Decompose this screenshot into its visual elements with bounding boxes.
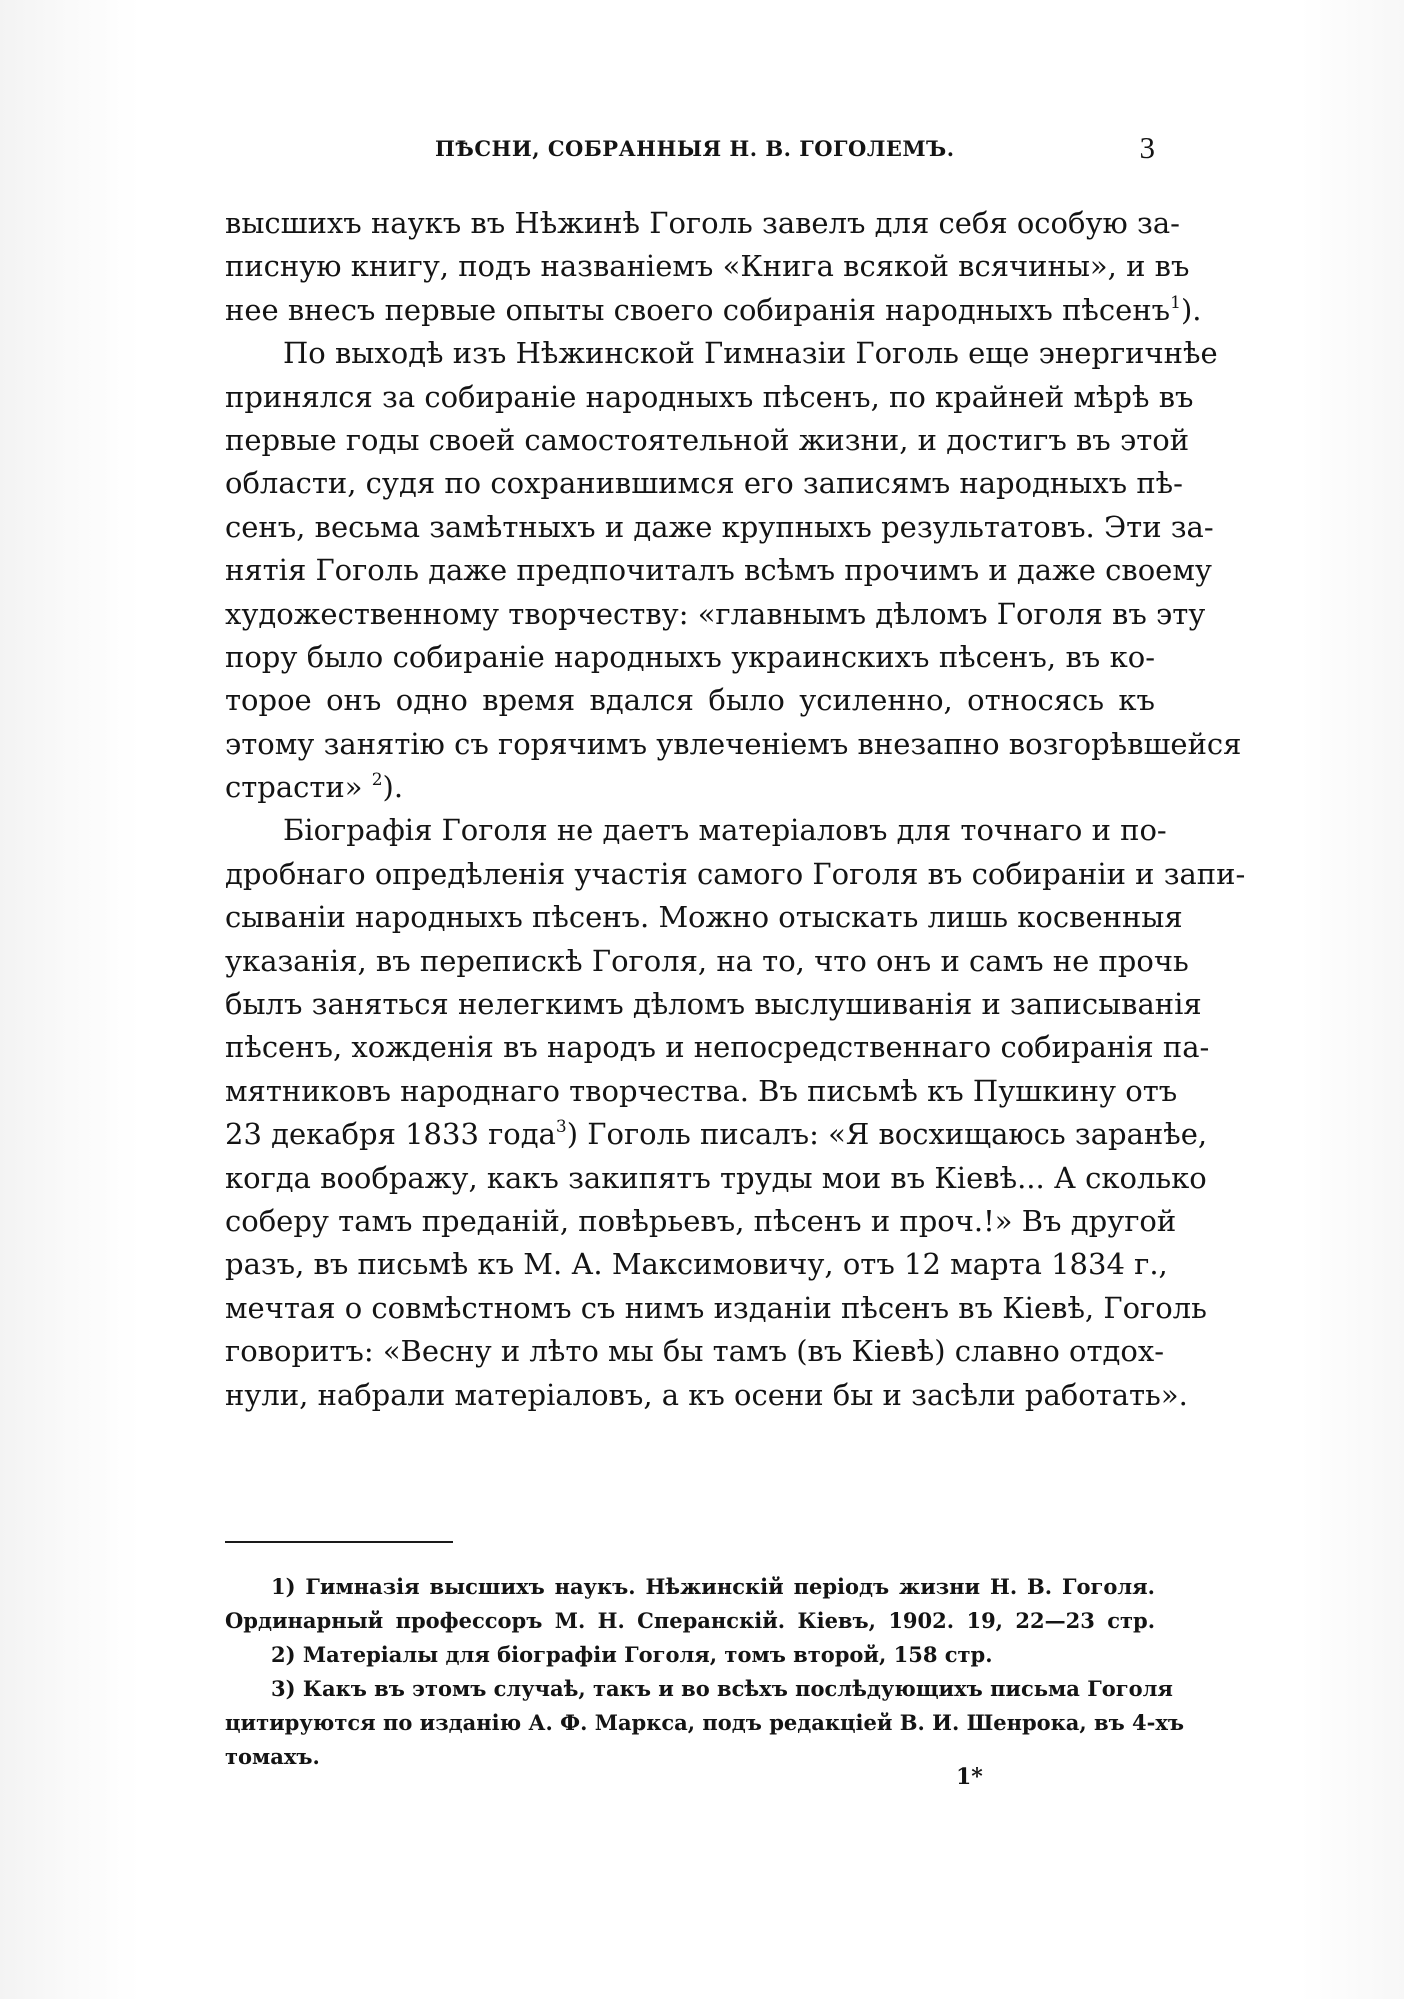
text-line: мятниковъ народнаго творчества. Въ письмѣ къ Пушкину отъ	[225, 1073, 1178, 1108]
footnote-line: 2) Матеріалы для біографіи Гоголя, томъ второй, 158 стр.	[271, 1642, 993, 1667]
text-line: нятія Гоголь даже предпочиталъ всѣмъ прочимъ и даже своему	[225, 553, 1212, 588]
text-line: писную книгу, подъ названіемъ «Книга всякой всячины», и въ	[225, 249, 1190, 284]
footnote-ref: 1	[1170, 292, 1181, 313]
text-line: указанія, въ перепискѣ Гоголя, на то, что онъ и самъ не прочь	[225, 943, 1189, 978]
text-line: художественному творчеству: «главнымъ дѣломъ Гоголя въ эту	[225, 596, 1206, 631]
main-text	[225, 202, 1246, 1417]
footnote-line: Ординарный профессоръ М. Н. Сперанскій. Кіевъ, 1902. 19, 22—23 стр.	[225, 1608, 1155, 1633]
text-line: этому занятію съ горячимъ увлеченіемъ внезапно возгорѣвшейся	[225, 726, 1242, 761]
text-line: пору было собираніе народныхъ украинскихъ пѣсенъ, въ ко-	[225, 639, 1155, 674]
text-line: торое онъ одно время вдался было усиленно, относясь къ	[225, 683, 1155, 718]
text-line: былъ заняться нелегкимъ дѣломъ выслушиванія и записыванія	[225, 987, 1202, 1022]
text-line: нее внесъ первые опыты своего собиранія народныхъ пѣсенъ$^1$).	[225, 292, 1202, 327]
footnote-line: томахъ.	[225, 1744, 320, 1769]
running-head	[225, 130, 1155, 170]
text-line: соберу тамъ преданій, повѣрьевъ, пѣсенъ и проч.!» Въ другой	[225, 1203, 1177, 1238]
footnote-line: 1) Гимназія высшихъ наукъ. Нѣжинскій періодъ жизни Н. В. Гоголя.	[271, 1574, 1155, 1599]
signature-mark: 1*	[956, 1764, 983, 1790]
running-title: ПѢСНИ, СОБРАННЫЯ Н. В. ГОГОЛЕМЪ.	[435, 136, 955, 161]
text-line: По выходѣ изъ Нѣжинской Гимназіи Гоголь еще энергичнѣе	[283, 336, 1218, 371]
footnote-ref: 3	[555, 1117, 567, 1138]
text-line: мечтая о совмѣстномъ съ нимъ изданіи пѣсенъ въ Кіевѣ, Гоголь	[225, 1290, 1207, 1325]
text-line: 23 декабря 1833 года$^3$) Гоголь писалъ: «Я восхищаюсь заранѣе,	[225, 1117, 1208, 1152]
text-line: дробнаго опредѣленія участія самого Гоголя въ собираніи и запи-	[225, 856, 1246, 891]
footnote-rule	[225, 1541, 453, 1543]
footnote-ref: 2	[371, 770, 383, 791]
text-line: пѣсенъ, хожденія въ народъ и непосредственнаго собиранія па-	[225, 1030, 1210, 1065]
text-line: высшихъ наукъ въ Нѣжинѣ Гоголь завелъ для себя особую за-	[225, 206, 1180, 240]
text-line: сенъ, весьма замѣтныхъ и даже крупныхъ результатовъ. Эти за-	[225, 509, 1214, 544]
footnote-line: 3) Какъ въ этомъ случаѣ, такъ и во всѣхъ послѣдующихъ письма Гоголя	[271, 1676, 1173, 1701]
text-line: Біографія Гоголя не даетъ матеріаловъ для точнаго и по-	[283, 813, 1167, 848]
text-line: первые годы своей самостоятельной жизни, и достигъ въ этой	[225, 422, 1190, 457]
text-line: говоритъ: «Весну и лѣто мы бы тамъ (въ Кіевѣ) славно отдох-	[225, 1334, 1165, 1369]
text-line: нули, набрали матеріаловъ, а къ осени бы и засѣли работать».	[225, 1377, 1188, 1412]
text-line: когда воображу, какъ закипятъ труды мои въ Кіевѣ... А сколько	[225, 1160, 1207, 1195]
text-line: страсти» $^2$).	[225, 770, 404, 805]
page-number: 3	[1139, 130, 1155, 165]
text-line: принялся за собираніе народныхъ пѣсенъ, по крайней мѣрѣ въ	[225, 379, 1194, 414]
text-line: области, судя по сохранившимся его записямъ народныхъ пѣ-	[225, 466, 1183, 501]
footnotes	[225, 1570, 1185, 1774]
text-line: разъ, въ письмѣ къ М. А. Максимовичу, отъ 12 марта 1834 г.,	[225, 1247, 1168, 1282]
footnote-line: цитируются по изданію А. Ф. Маркса, подъ редакціей В. И. Шенрока, въ 4-хъ	[225, 1710, 1185, 1735]
text-line: сываніи народныхъ пѣсенъ. Можно отыскать лишь косвенныя	[225, 900, 1183, 935]
